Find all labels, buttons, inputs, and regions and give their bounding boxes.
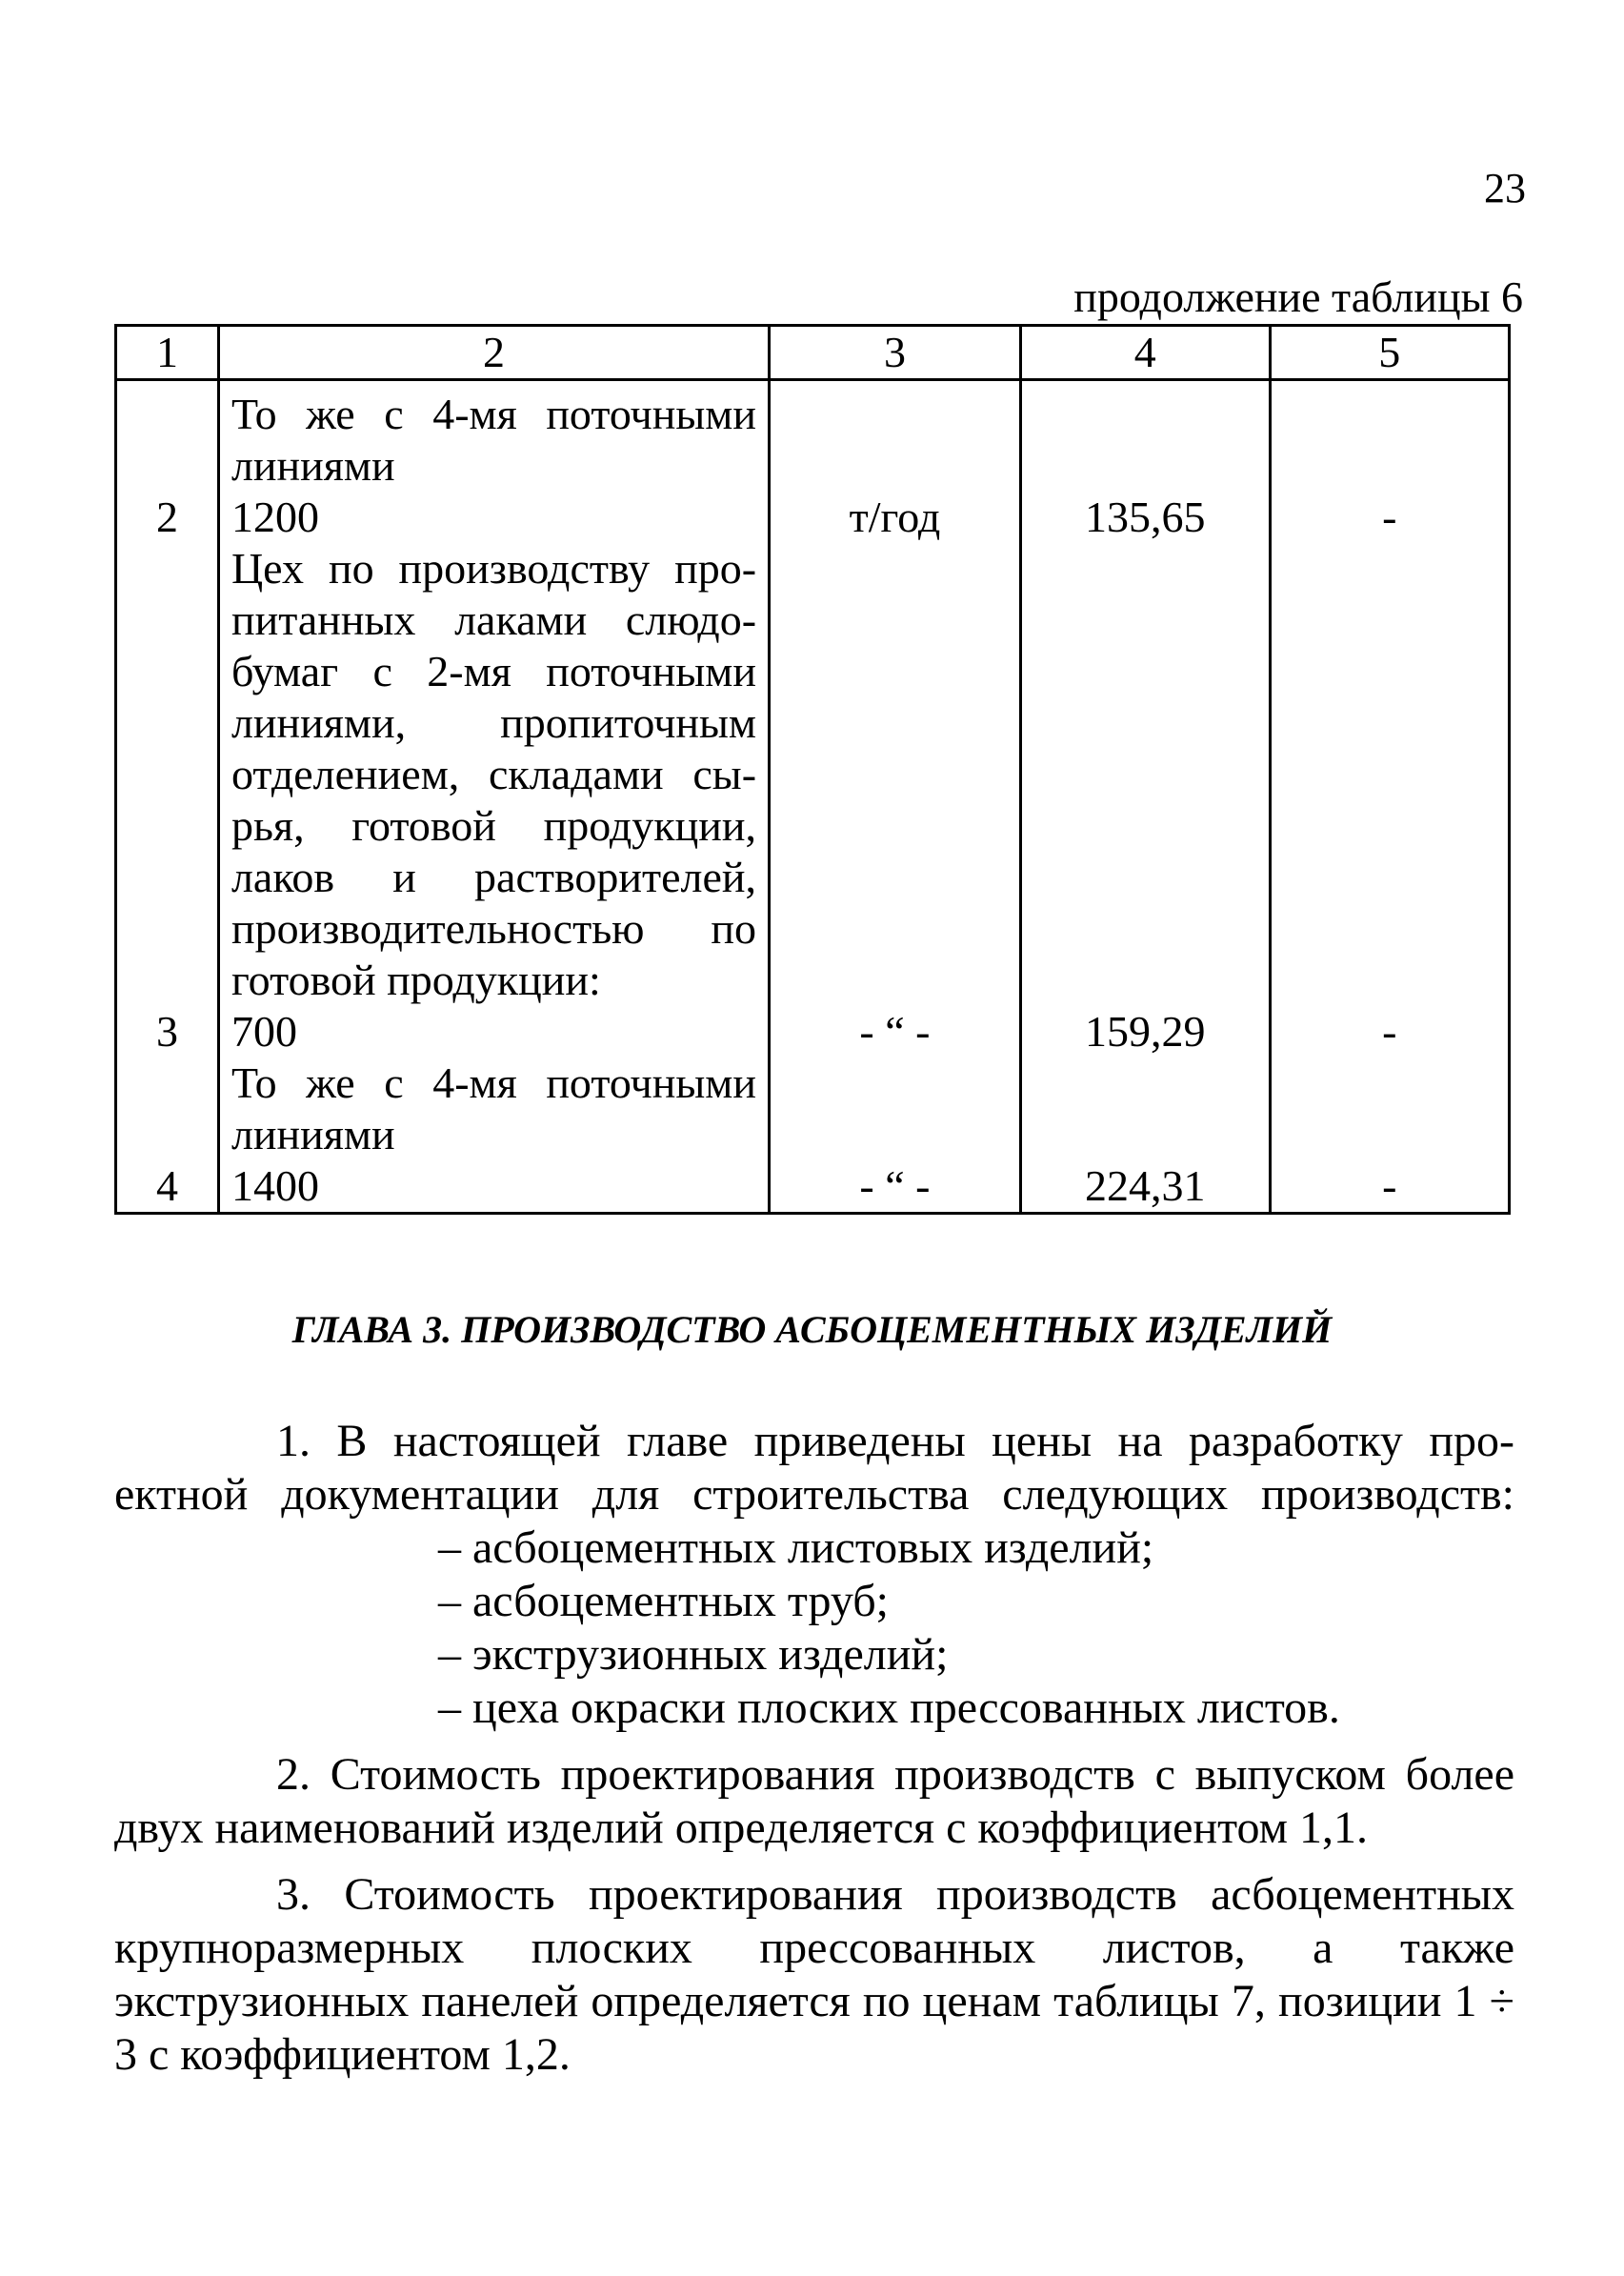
description-line: линиями [231,1110,395,1158]
description-line: питанных лаками слюдо- [231,595,757,644]
row-price-cell [1020,389,1270,543]
description-line: отделением, складами сы- [231,750,757,798]
row-col5: - [1382,1161,1397,1210]
row-description-cell [218,389,769,543]
row-price: 224,31 [1084,1161,1206,1210]
description-line: Цех по производству про- [231,544,757,593]
body-text [114,1415,1514,2082]
table-caption: продолжение таблицы 6 [1073,272,1523,321]
row-unit-cell [770,543,1021,1057]
row-col5-cell [1270,1057,1509,1214]
description-line: рья, готовой продукции, [231,801,757,850]
description-line: линиями, пропиточным [231,698,757,747]
row-unit-cell [770,1057,1021,1214]
description-line: линиями [231,441,395,490]
page-number: 23 [1484,165,1526,211]
row-price-cell [1020,543,1270,1057]
row-price: 159,29 [1084,1007,1206,1056]
header-col-2: 2 [218,326,769,380]
header-col-4: 4 [1020,326,1270,380]
row-number: 4 [155,1161,178,1210]
row-col5-cell [1270,389,1509,543]
description-line: готовой продукции: [231,956,601,1004]
description-line: бумаг с 2-мя поточными [231,647,757,695]
paragraph-1-line-1: 1. В настоящей главе приведены цены на разработку про- [276,1416,1514,1466]
row-unit: т/год [849,493,941,541]
chapter-title: ГЛАВА 3. ПРОИЗВОДСТВО АСБОЦЕМЕНТНЫХ ИЗДЕЛИЙ [291,1308,1333,1351]
row-price-cell [1020,1057,1270,1214]
row-description-cell [218,1057,769,1214]
paragraph-3: 3. Стоимость проектирования производств асбоцементных крупноразмерных плоских прессованных листов, а также экструзионных панелей определяется по ценам таблицы 7, позиции 1 ÷ 3 с коэффициентом 1,2. [114,1869,1514,2080]
header-col-1: 1 [116,326,219,380]
row-col5: - [1382,1007,1397,1056]
table-row [116,1057,1510,1214]
row-unit-cell [770,389,1021,543]
row-price: 135,65 [1084,493,1206,541]
table-header-row [116,326,1510,380]
table-row [116,389,1510,543]
row-number-cell [116,389,219,543]
paragraph-2: 2. Стоимость проектирования производств с выпуском более двух наименований изделий определяется с коэффициентом 1,1. [114,1749,1514,1853]
description-line: лаков и растворителей, [231,853,757,901]
table-row [116,543,1510,1057]
description-capacity: 700 [231,1007,297,1056]
row-number: 3 [155,1007,178,1056]
row-number-cell [116,543,219,1057]
list-item: – асбоцементных труб; [438,1576,889,1626]
row-unit: - “ - [859,1161,931,1210]
row-number-cell [116,1057,219,1214]
header-col-5: 5 [1270,326,1509,380]
price-table [114,324,1511,1215]
description-capacity: 1400 [231,1161,319,1210]
row-number: 2 [155,493,178,541]
row-col5: - [1382,493,1397,541]
row-col5-cell [1270,543,1509,1057]
list-item: – экструзионных изделий; [438,1629,949,1680]
description-line: То же с 4-мя поточными [231,1058,757,1107]
description-capacity: 1200 [231,493,319,541]
row-unit: - “ - [859,1007,931,1056]
header-col-3: 3 [770,326,1021,380]
list-item: – цеха окраски плоских прессованных листов. [438,1682,1340,1733]
description-line: То же с 4-мя поточными [231,390,757,438]
description-line: производительностью по [231,904,757,953]
paragraph-1-line-2: ектной документации для строительства следующих производств: [114,1469,1514,1520]
list-item: – асбоцементных листовых изделий; [438,1522,1154,1573]
row-description-cell [218,543,769,1057]
